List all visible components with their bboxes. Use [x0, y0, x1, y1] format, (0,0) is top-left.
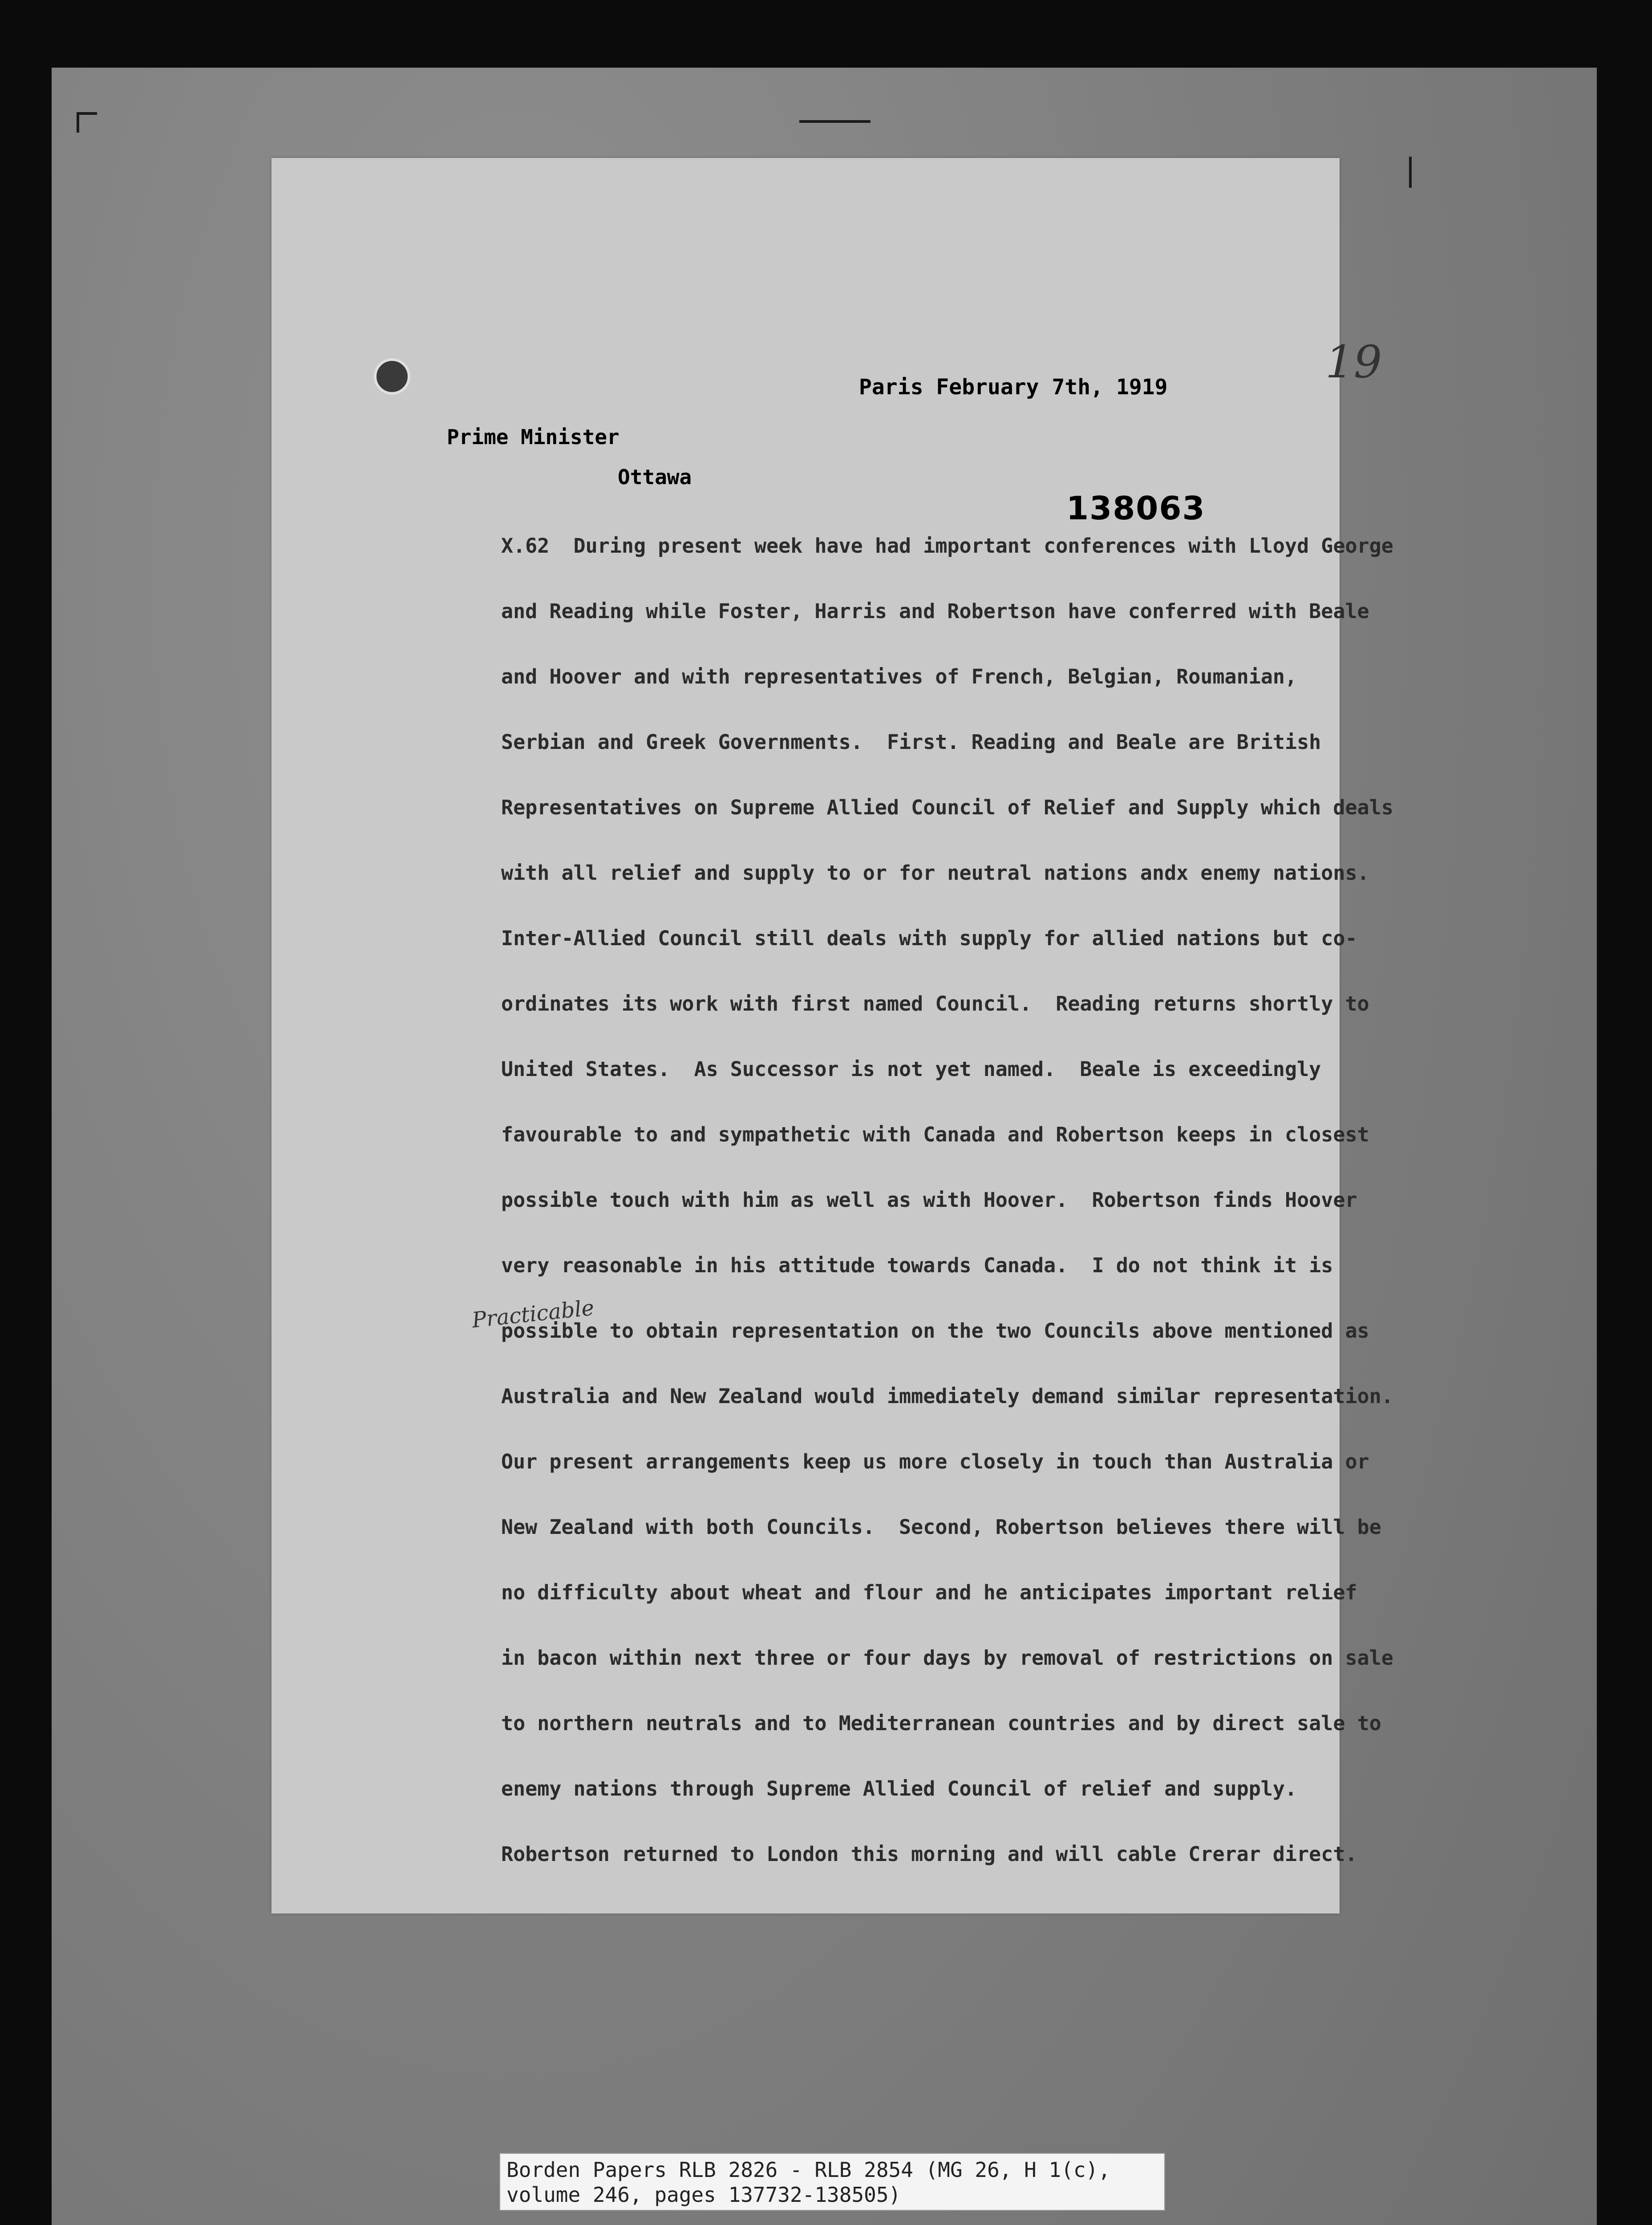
right-mark: [1409, 157, 1412, 188]
letter-line: to northern neutrals and to Mediterranean countries and by direct sale to: [501, 1711, 1381, 1735]
letter-date: Paris February 7th, 1919: [859, 375, 1168, 400]
letter-line: Representatives on Supreme Allied Council of Relief and Supply which deals: [501, 796, 1393, 819]
letter-line: possible touch with him as well as with Hoover. Robertson finds Hoover: [501, 1188, 1357, 1212]
letter-line: no difficulty about wheat and flour and he anticipates important relief: [501, 1581, 1357, 1604]
letter-line: Robertson returned to London this morning and will cable Crerar direct.: [501, 1842, 1357, 1866]
punch-hole: [374, 358, 410, 395]
letter-line: enemy nations through Supreme Allied Council of relief and supply.: [501, 1777, 1297, 1800]
letter-line: United States. As Successor is not yet named. Beale is exceedingly: [501, 1057, 1321, 1081]
letter-line: very reasonable in his attitude towards Canada. I do not think it is: [501, 1254, 1333, 1277]
page-number: 19: [1325, 336, 1382, 388]
letter-addressee: Prime Minister: [447, 425, 620, 449]
collection-label-line: volume 246, pages 137732-138505): [506, 2183, 901, 2207]
top-mark: [799, 120, 871, 123]
letter-city: Ottawa: [618, 465, 692, 489]
letter-line: Inter-Allied Council still deals with supply for allied nations but co-: [501, 926, 1357, 950]
letter-line: and Reading while Foster, Harris and Robertson have conferred with Beale: [501, 599, 1369, 623]
letter-line: possible to obtain representation on the two Councils above mentioned as: [501, 1319, 1369, 1343]
collection-label-line: Borden Papers RLB 2826 - RLB 2854 (MG 26, H 1(c),: [506, 2158, 1111, 2182]
letter-line: favourable to and sympathetic with Canada and Robertson keeps in closest: [501, 1123, 1369, 1146]
letter-line: Serbian and Greek Governments. First. Reading and Beale are British: [501, 730, 1321, 754]
file-number-stamp: 138063: [1066, 490, 1206, 527]
letter-line: with all relief and supply to or for neutral nations andx enemy nations.: [501, 861, 1369, 885]
letter-line: and Hoover and with representatives of French, Belgian, Roumanian,: [501, 665, 1297, 688]
corner-mark: [77, 112, 97, 133]
letter-line: New Zealand with both Councils. Second, Robertson believes there will be: [501, 1515, 1381, 1539]
letter-line: ordinates its work with first named Council. Reading returns shortly to: [501, 992, 1369, 1015]
letter-line: in bacon within next three or four days by removal of restrictions on sale: [501, 1646, 1393, 1670]
handwritten-margin-note: Practicable: [470, 1295, 595, 1333]
letter-line: Australia and New Zealand would immediately demand similar representation.: [501, 1384, 1393, 1408]
collection-label: [499, 2153, 1165, 2211]
letter-line: X.62 During present week have had important conferences with Lloyd George: [501, 534, 1393, 558]
letter-line: Our present arrangements keep us more closely in touch than Australia or: [501, 1450, 1369, 1473]
